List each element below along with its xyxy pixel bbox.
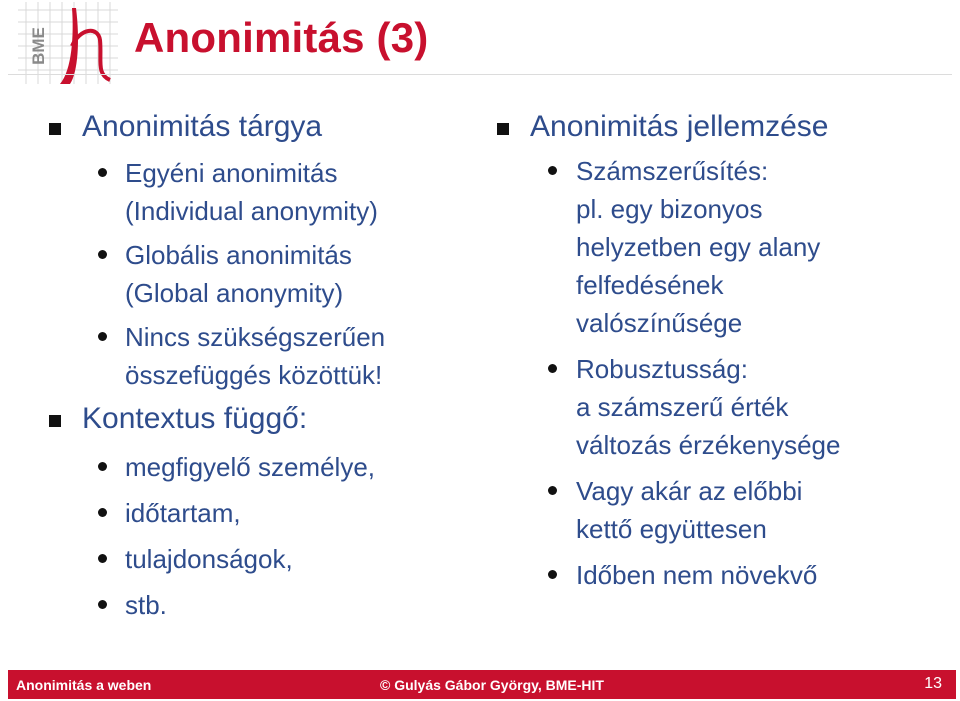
subbullet-line: kettő együttesen <box>576 514 767 544</box>
left-column <box>48 100 468 620</box>
round-bullet-icon <box>98 462 107 471</box>
right-column <box>496 100 936 590</box>
square-bullet-icon <box>49 415 61 427</box>
round-bullet-icon <box>548 570 557 579</box>
subbullet-line: a számszerű érték <box>576 392 789 422</box>
round-bullet-icon <box>548 486 557 495</box>
round-bullet-icon <box>98 168 107 177</box>
subbullet-megfigyelo <box>48 448 468 486</box>
subbullet-idoben <box>496 556 936 594</box>
subbullet-line: valószínűsége <box>576 308 743 338</box>
subbullet-line: (Individual anonymity) <box>125 196 378 226</box>
subbullet-line: Globális anonimitás <box>125 240 352 270</box>
subbullet-line: Vagy akár az előbbi <box>576 476 803 506</box>
subbullet-line: tulajdonságok, <box>125 544 293 574</box>
square-bullet-icon <box>49 123 61 135</box>
subbullet-line: Robusztusság: <box>576 354 748 384</box>
footer-course-title: Anonimitás a weben <box>16 677 152 693</box>
round-bullet-icon <box>548 166 557 175</box>
subbullet-line: helyzetben egy alany <box>576 232 821 262</box>
subbullet-line: (Global anonymity) <box>125 278 344 308</box>
round-bullet-icon <box>548 364 557 373</box>
subbullet-egyeni <box>48 154 468 230</box>
round-bullet-icon <box>98 508 107 517</box>
slide-title: Anonimitás (3) <box>134 14 429 61</box>
subbullet-line: összefüggés közöttük! <box>125 360 383 390</box>
round-bullet-icon <box>98 250 107 259</box>
subbullet-line: megfigyelő személye, <box>125 452 375 482</box>
subbullet-stb <box>48 586 468 624</box>
subbullet-line: Nincs szükségszerűen <box>125 322 386 352</box>
bullet-label: Anonimitás jellemzése <box>530 110 829 143</box>
square-bullet-icon <box>497 123 509 135</box>
round-bullet-icon <box>98 332 107 341</box>
subbullet-globalis <box>48 236 468 312</box>
bullet-kontextus <box>48 402 468 436</box>
footer-copyright: © Gulyás Gábor György, BME-HIT <box>380 677 604 693</box>
footer-bar <box>8 670 956 699</box>
subbullet-vagy <box>496 472 936 548</box>
round-bullet-icon <box>98 600 107 609</box>
subbullet-line: Időben nem növekvő <box>576 560 818 590</box>
bullet-label: Kontextus függő: <box>82 402 308 435</box>
subbullet-line: Egyéni anonimitás <box>125 158 338 188</box>
subbullet-line: stb. <box>125 590 167 620</box>
subbullet-line: Számszerűsítés: <box>576 156 769 186</box>
subbullet-szamszerusites <box>496 152 936 342</box>
subbullet-line: időtartam, <box>125 498 241 528</box>
page-number: 13 <box>924 675 942 692</box>
subbullet-tulajdonsagok <box>48 540 468 578</box>
logo-text: BME <box>29 27 48 65</box>
bullet-anonimitas-targya <box>48 110 468 144</box>
bullet-jellemzese <box>496 110 936 144</box>
subbullet-robusztussag <box>496 350 936 464</box>
subbullet-line: változás érzékenysége <box>576 430 841 460</box>
round-bullet-icon <box>98 554 107 563</box>
subbullet-idotartam <box>48 494 468 532</box>
subbullet-line: pl. egy bizonyos <box>576 194 763 224</box>
subbullet-nincs <box>48 318 468 394</box>
title-divider <box>8 74 952 75</box>
subbullet-line: felfedésének <box>576 270 724 300</box>
bullet-label: Anonimitás tárgya <box>82 110 323 143</box>
